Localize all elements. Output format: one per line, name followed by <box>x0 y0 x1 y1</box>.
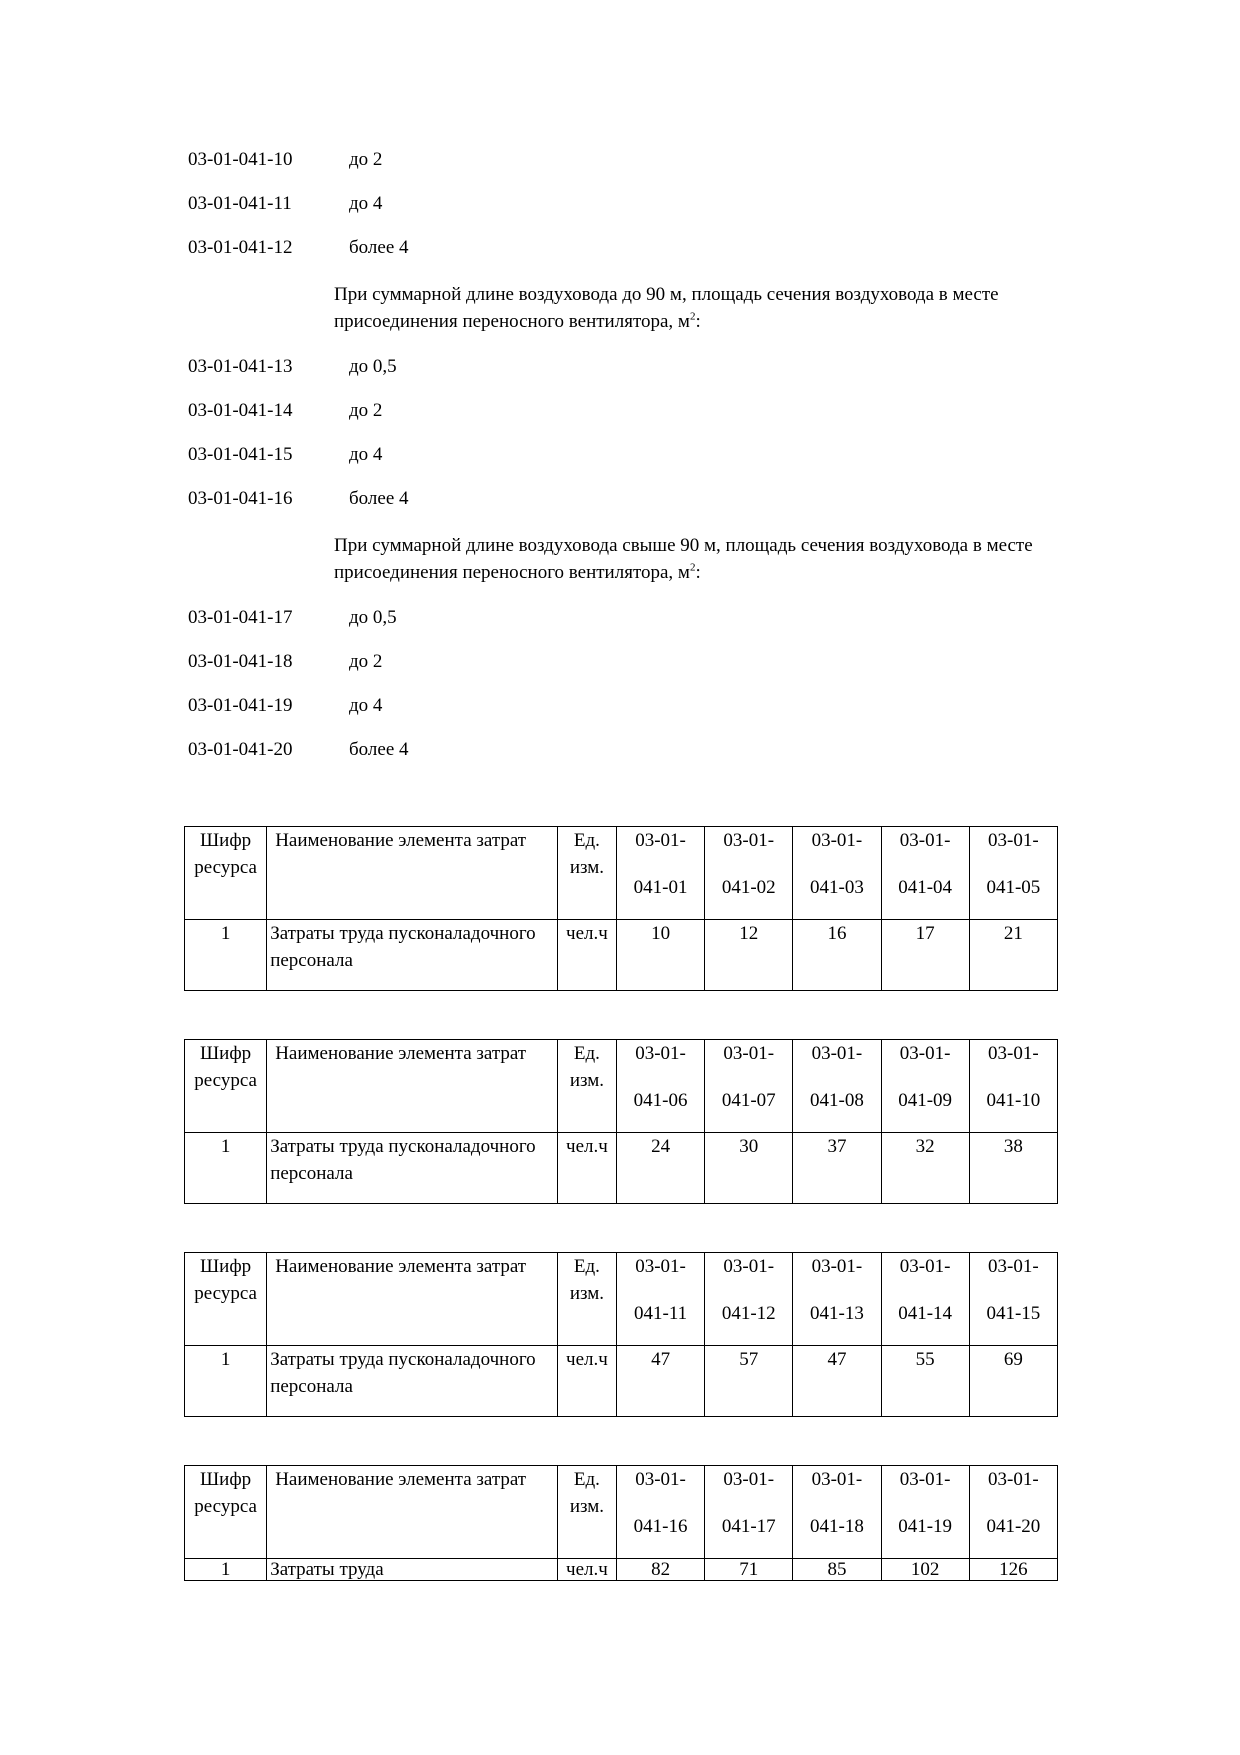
col-suffix: 041-13 <box>810 1303 864 1324</box>
header-col <box>705 1040 793 1133</box>
item-code: 03-01-041-13 <box>188 356 293 377</box>
table-header-row <box>185 1040 1058 1133</box>
paragraph-text: При суммарной длине воздуховода свыше 90 м, площадь сечения воздуховода в месте присоединения переносного вентилятора, м <box>334 535 1033 583</box>
header-col <box>881 1466 969 1559</box>
header-col <box>969 1040 1057 1133</box>
col-suffix: 041-06 <box>633 1090 688 1111</box>
row-unit: чел.ч <box>557 1559 616 1581</box>
superscript: 2 <box>689 310 696 323</box>
col-suffix: 041-08 <box>810 1090 864 1111</box>
col-suffix: 041-03 <box>810 877 864 898</box>
value-cell: 12 <box>705 920 793 991</box>
value-cell: 102 <box>881 1559 969 1581</box>
item-value: до 4 <box>349 193 383 214</box>
col-prefix: 03-01- <box>899 1043 951 1064</box>
header-col <box>616 1040 704 1133</box>
header-code: Шифр ресурса <box>185 1040 267 1133</box>
resource-table <box>184 1039 1058 1204</box>
header-name: Наименование элемента затрат <box>267 1253 558 1346</box>
col-suffix: 041-19 <box>898 1516 953 1537</box>
header-col <box>616 1466 704 1559</box>
item-value: до 4 <box>349 695 383 716</box>
col-prefix: 03-01- <box>988 1256 1039 1277</box>
col-suffix: 041-17 <box>721 1516 776 1537</box>
col-prefix: 03-01- <box>899 830 951 851</box>
header-name: Наименование элемента затрат <box>267 1466 558 1559</box>
item-value: до 0,5 <box>349 607 397 628</box>
col-prefix: 03-01- <box>899 1256 951 1277</box>
item-code: 03-01-041-12 <box>188 237 293 258</box>
item-value: до 0,5 <box>349 356 397 377</box>
item-value: более 4 <box>349 237 409 258</box>
col-suffix: 041-07 <box>721 1090 776 1111</box>
resource-table <box>184 1252 1058 1417</box>
row-name: Затраты труда пусконаладочного персонала <box>267 1346 558 1417</box>
item-code: 03-01-041-19 <box>188 695 293 716</box>
item-code: 03-01-041-16 <box>188 488 293 509</box>
col-suffix: 041-20 <box>986 1516 1041 1537</box>
paragraph-text: При суммарной длине воздуховода до 90 м, площадь сечения воздуховода в месте присоединения переносного вентилятора, м <box>334 284 999 332</box>
col-suffix: 041-12 <box>721 1303 776 1324</box>
row-code: 1 <box>185 1133 267 1204</box>
row-name: Затраты труда пусконаладочного персонала <box>267 1133 558 1204</box>
item-code: 03-01-041-17 <box>188 607 293 628</box>
value-cell: 47 <box>616 1346 704 1417</box>
header-col <box>969 1253 1057 1346</box>
table-row <box>185 920 1058 991</box>
row-unit: чел.ч <box>557 920 616 991</box>
header-col <box>616 827 704 920</box>
item-value: до 4 <box>349 444 383 465</box>
col-prefix: 03-01- <box>988 1469 1039 1490</box>
col-suffix: 041-15 <box>986 1303 1041 1324</box>
value-cell: 38 <box>969 1133 1057 1204</box>
value-cell: 17 <box>881 920 969 991</box>
value-cell: 71 <box>705 1559 793 1581</box>
header-col <box>793 1040 881 1133</box>
table-row <box>185 1133 1058 1204</box>
resource-table <box>184 1465 1058 1581</box>
item-value: до 2 <box>349 651 383 672</box>
item-code: 03-01-041-15 <box>188 444 293 465</box>
section-paragraph <box>334 532 1064 586</box>
superscript: 2 <box>689 561 696 574</box>
header-unit: Ед. изм. <box>557 827 616 920</box>
col-prefix: 03-01- <box>723 830 775 851</box>
value-cell: 82 <box>616 1559 704 1581</box>
header-name: Наименование элемента затрат <box>267 1040 558 1133</box>
item-code: 03-01-041-14 <box>188 400 293 421</box>
table-header-row <box>185 1253 1058 1346</box>
value-cell: 16 <box>793 920 881 991</box>
item-value: более 4 <box>349 739 409 760</box>
header-col <box>705 1253 793 1346</box>
col-suffix: 041-01 <box>633 877 688 898</box>
col-prefix: 03-01- <box>811 1469 863 1490</box>
header-code: Шифр ресурса <box>185 827 267 920</box>
header-name: Наименование элемента затрат <box>267 827 558 920</box>
header-col <box>705 827 793 920</box>
value-cell: 21 <box>969 920 1057 991</box>
col-prefix: 03-01- <box>723 1043 775 1064</box>
item-value: более 4 <box>349 488 409 509</box>
header-col <box>705 1466 793 1559</box>
item-code: 03-01-041-11 <box>188 193 292 214</box>
row-name: Затраты труда пусконаладочного персонала <box>267 920 558 991</box>
value-cell: 37 <box>793 1133 881 1204</box>
row-code: 1 <box>185 1346 267 1417</box>
col-prefix: 03-01- <box>988 830 1039 851</box>
value-cell: 24 <box>616 1133 704 1204</box>
row-name: Затраты труда <box>267 1559 558 1581</box>
item-value: до 2 <box>349 400 383 421</box>
col-suffix: 041-02 <box>721 877 776 898</box>
table-row <box>185 1559 1058 1581</box>
col-prefix: 03-01- <box>988 1043 1039 1064</box>
value-cell: 47 <box>793 1346 881 1417</box>
row-unit: чел.ч <box>557 1133 616 1204</box>
col-prefix: 03-01- <box>635 1256 686 1277</box>
item-code: 03-01-041-10 <box>188 149 293 170</box>
row-code: 1 <box>185 1559 267 1581</box>
header-col <box>793 1253 881 1346</box>
table-row <box>185 1346 1058 1417</box>
value-cell: 30 <box>705 1133 793 1204</box>
col-prefix: 03-01- <box>811 830 863 851</box>
col-suffix: 041-04 <box>898 877 953 898</box>
col-suffix: 041-14 <box>898 1303 953 1324</box>
header-code: Шифр ресурса <box>185 1253 267 1346</box>
col-prefix: 03-01- <box>723 1469 775 1490</box>
col-suffix: 041-09 <box>898 1090 953 1111</box>
col-prefix: 03-01- <box>811 1043 863 1064</box>
paragraph-tail: : <box>695 311 701 332</box>
col-suffix: 041-05 <box>986 877 1041 898</box>
header-col <box>881 827 969 920</box>
col-prefix: 03-01- <box>635 1043 686 1064</box>
header-col <box>881 1253 969 1346</box>
item-value: до 2 <box>349 149 383 170</box>
col-prefix: 03-01- <box>723 1256 775 1277</box>
value-cell: 10 <box>616 920 704 991</box>
header-unit: Ед. изм. <box>557 1253 616 1346</box>
value-cell: 57 <box>705 1346 793 1417</box>
header-unit: Ед. изм. <box>557 1040 616 1133</box>
col-suffix: 041-11 <box>634 1303 688 1324</box>
table-header-row <box>185 827 1058 920</box>
section-paragraph <box>334 281 1064 335</box>
resource-table <box>184 826 1058 991</box>
col-suffix: 041-18 <box>810 1516 864 1537</box>
header-col <box>969 827 1057 920</box>
header-code: Шифр ресурса <box>185 1466 267 1559</box>
col-prefix: 03-01- <box>635 1469 686 1490</box>
header-col <box>969 1466 1057 1559</box>
value-cell: 85 <box>793 1559 881 1581</box>
header-unit: Ед. изм. <box>557 1466 616 1559</box>
value-cell: 55 <box>881 1346 969 1417</box>
row-code: 1 <box>185 920 267 991</box>
value-cell: 126 <box>969 1559 1057 1581</box>
value-cell: 69 <box>969 1346 1057 1417</box>
col-prefix: 03-01- <box>635 830 686 851</box>
header-col <box>881 1040 969 1133</box>
col-suffix: 041-10 <box>986 1090 1041 1111</box>
value-cell: 32 <box>881 1133 969 1204</box>
item-code: 03-01-041-18 <box>188 651 293 672</box>
col-suffix: 041-16 <box>633 1516 688 1537</box>
col-prefix: 03-01- <box>811 1256 863 1277</box>
header-col <box>793 827 881 920</box>
item-code: 03-01-041-20 <box>188 739 293 760</box>
paragraph-tail: : <box>695 562 701 583</box>
table-header-row <box>185 1466 1058 1559</box>
header-col <box>793 1466 881 1559</box>
col-prefix: 03-01- <box>899 1469 951 1490</box>
row-unit: чел.ч <box>557 1346 616 1417</box>
header-col <box>616 1253 704 1346</box>
